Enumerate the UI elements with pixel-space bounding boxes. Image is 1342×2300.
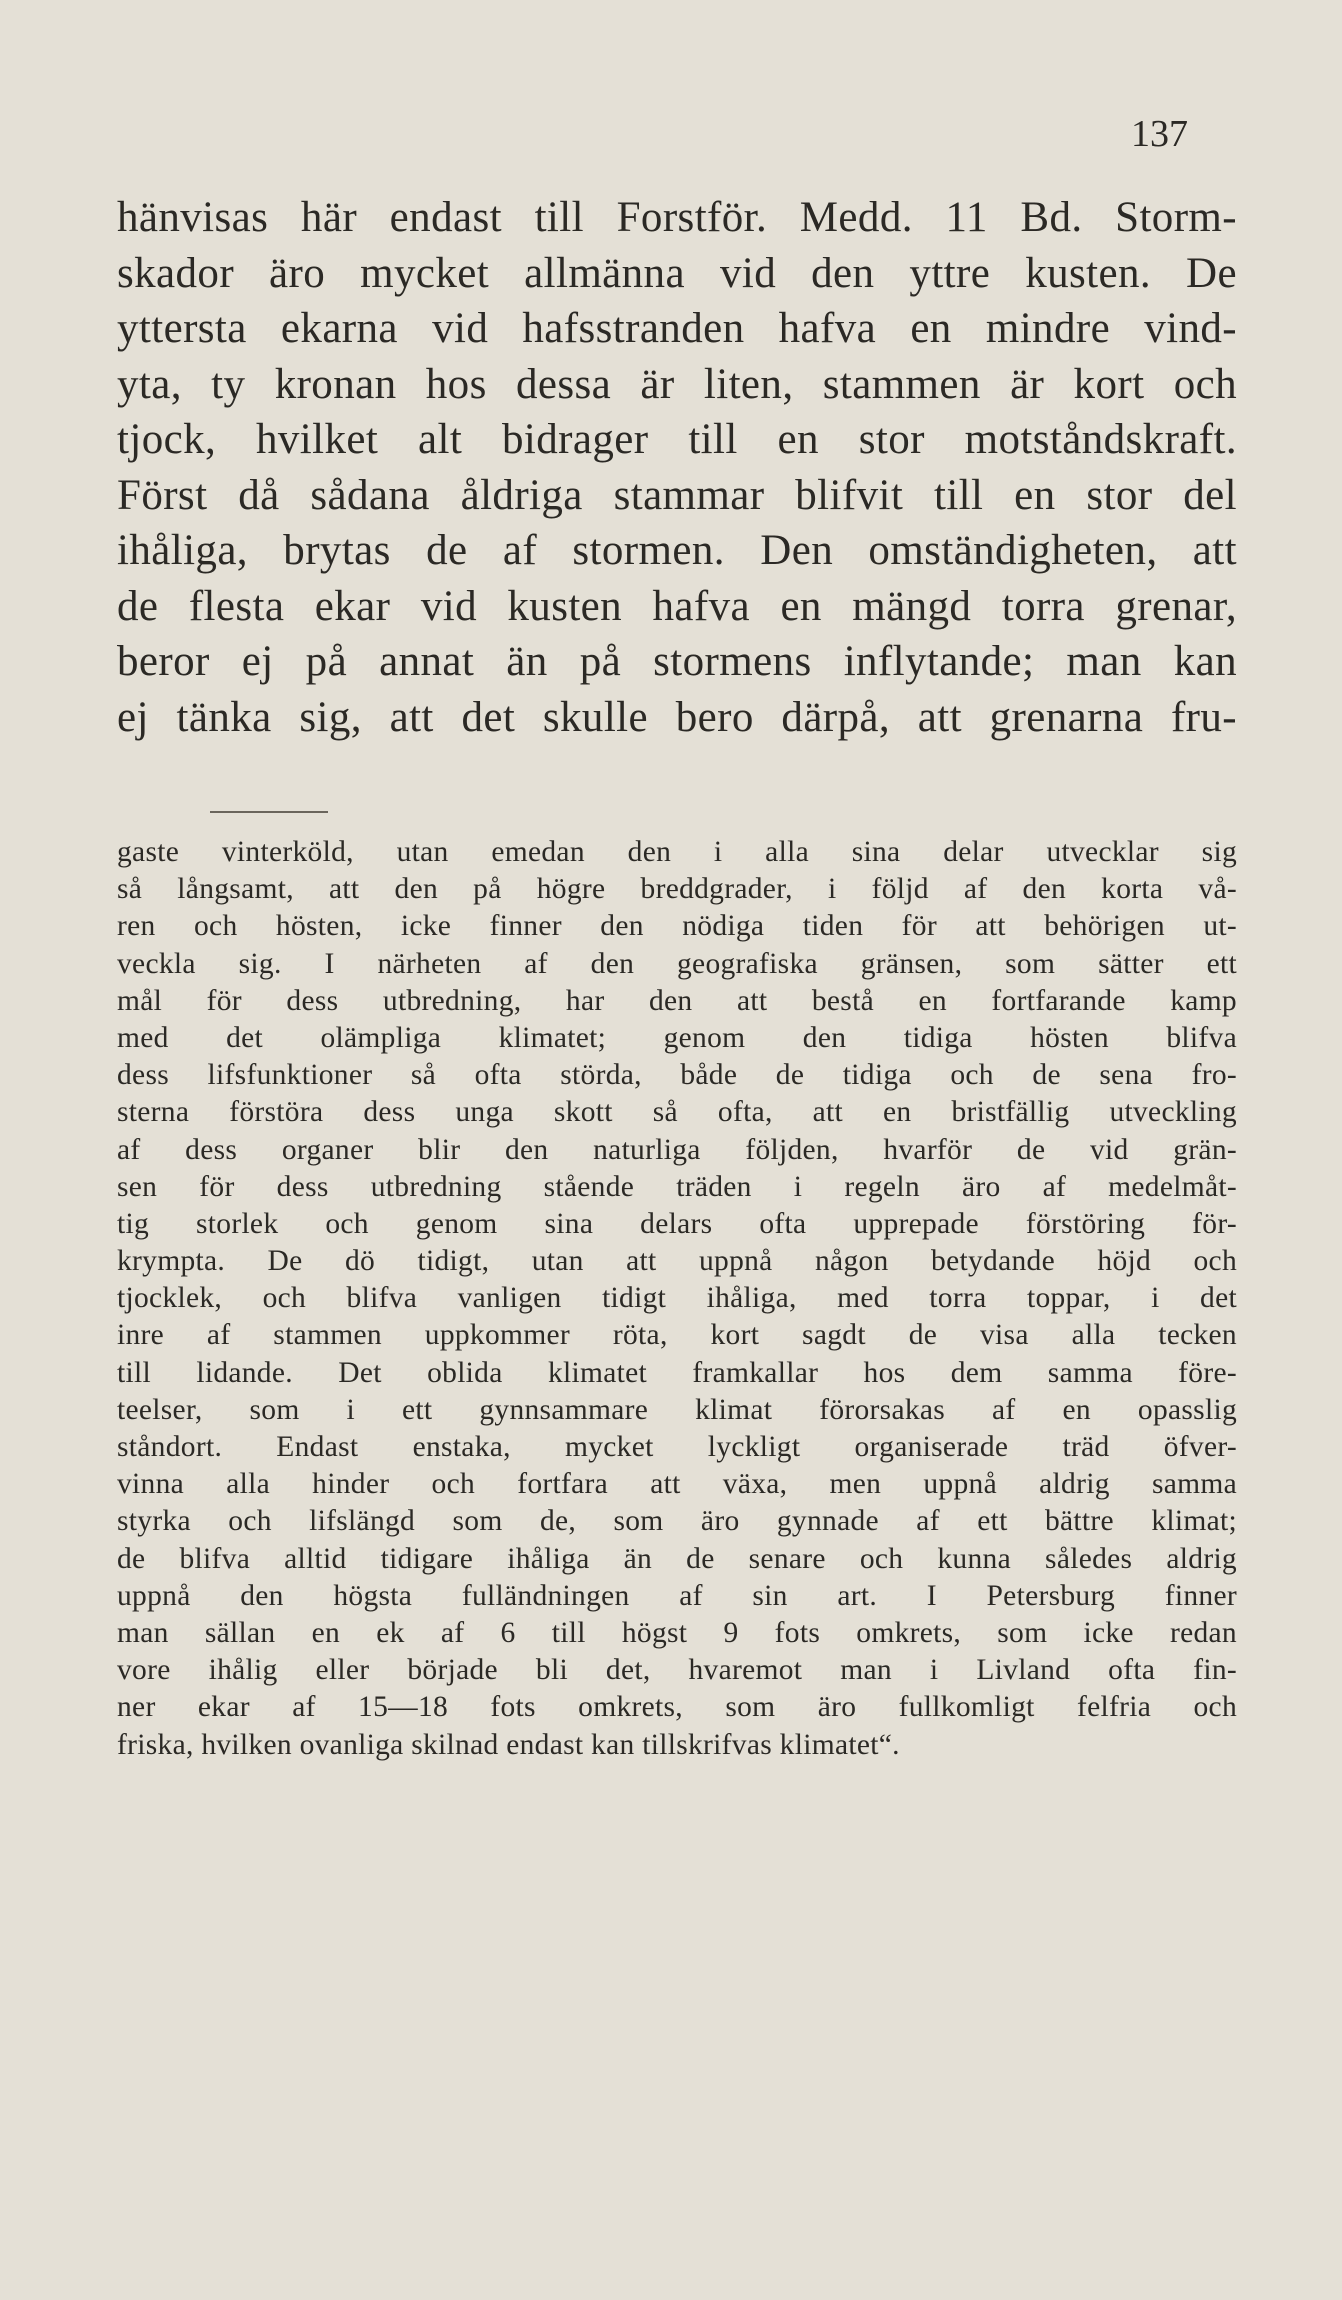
footnote-line: med det olämpliga klimatet; genom den tidiga hösten blifva [117, 1021, 1237, 1054]
footnote-line: till lidande. Det oblida klimatet framkallar hos dem samma före- [117, 1356, 1237, 1389]
footnote-line: ren och hösten, icke finner den nödiga tiden för att behörigen ut- [117, 910, 1237, 943]
footnote-line: vinna alla hinder och fortfara att växa, men uppnå aldrig samma [117, 1468, 1237, 1501]
footnote-line: mål för dess utbredning, har den att bestå en fortfarande kamp [117, 984, 1237, 1017]
footnote-divider [210, 811, 328, 813]
body-line: tjock, hvilket alt bidrager till en stor motståndskraft. [117, 416, 1237, 463]
footnote-line: teelser, som i ett gynnsammare klimat förorsakas af en opasslig [117, 1393, 1237, 1426]
footnote-line: man sällan en ek af 6 till högst 9 fots omkrets, som icke redan [117, 1616, 1237, 1649]
footnote-line: ner ekar af 15—18 fots omkrets, som äro fullkomligt felfria och [117, 1691, 1237, 1724]
footnote-line: tig storlek och genom sina delars ofta upprepade förstöring för- [117, 1207, 1237, 1240]
footnote-line: ståndort. Endast enstaka, mycket lyckligt organiserade träd öfver- [117, 1431, 1237, 1463]
footnote-line: krympta. De dö tidigt, utan att uppnå någon betydande höjd och [117, 1245, 1237, 1278]
footnote-line: vore ihålig eller började bli det, hvaremot man i Livland ofta fin- [117, 1654, 1237, 1687]
body-line: hänvisas här endast till Forstför. Medd. 11 Bd. Storm- [117, 194, 1237, 241]
body-line: ej tänka sig, att det skulle bero därpå, att grenarna fru- [117, 693, 1237, 741]
footnote-line: sterna förstöra dess unga skott så ofta, att en bristfällig utveckling [117, 1096, 1237, 1129]
body-line: yta, ty kronan hos dessa är liten, stammen är kort och [117, 360, 1237, 408]
footnote-text [117, 834, 1237, 1764]
body-line: beror ej på annat än på stormens inflytande; man kan [117, 638, 1237, 685]
footnote-line: af dess organer blir den naturliga följden, hvarför de vid grän- [117, 1133, 1237, 1166]
body-line: yttersta ekarna vid hafsstranden hafva en mindre vind- [117, 305, 1237, 352]
body-line: ihåliga, brytas de af stormen. Den omständigheten, att [117, 527, 1237, 574]
body-line: Först då sådana åldriga stammar blifvit till en stor del [117, 471, 1237, 519]
body-text [117, 190, 1237, 745]
footnote-line: sen för dess utbredning stående träden i regeln äro af medelmåt- [117, 1170, 1237, 1203]
body-line: de flesta ekar vid kusten hafva en mängd torra grenar, [117, 582, 1237, 630]
footnote-line: dess lifsfunktioner så ofta störda, både de tidiga och de sena fro- [117, 1059, 1237, 1092]
footnote-line: så långsamt, att den på högre breddgrader, i följd af den korta vå- [117, 873, 1237, 906]
footnote-line: friska, hvilken ovanliga skilnad endast kan tillskrifvas klimatet“. [117, 1728, 900, 1761]
footnote-line: veckla sig. I närheten af den geografiska gränsen, som sätter ett [117, 947, 1237, 980]
page-number: 137 [1131, 113, 1188, 155]
body-line: skador äro mycket allmänna vid den yttre kusten. De [117, 249, 1237, 297]
footnote-line: uppnå den högsta fulländningen af sin art. I Petersburg finner [117, 1579, 1237, 1612]
footnote-line: tjocklek, och blifva vanligen tidigt ihåliga, med torra toppar, i det [117, 1282, 1237, 1315]
footnote-line: styrka och lifslängd som de, som äro gynnade af ett bättre klimat; [117, 1505, 1237, 1538]
footnote-line: inre af stammen uppkommer röta, kort sagdt de visa alla tecken [117, 1319, 1237, 1352]
footnote-line: de blifva alltid tidigare ihåliga än de senare och kunna således aldrig [117, 1542, 1237, 1575]
footnote-line: gaste vinterköld, utan emedan den i alla sina delar utvecklar sig [117, 836, 1237, 868]
